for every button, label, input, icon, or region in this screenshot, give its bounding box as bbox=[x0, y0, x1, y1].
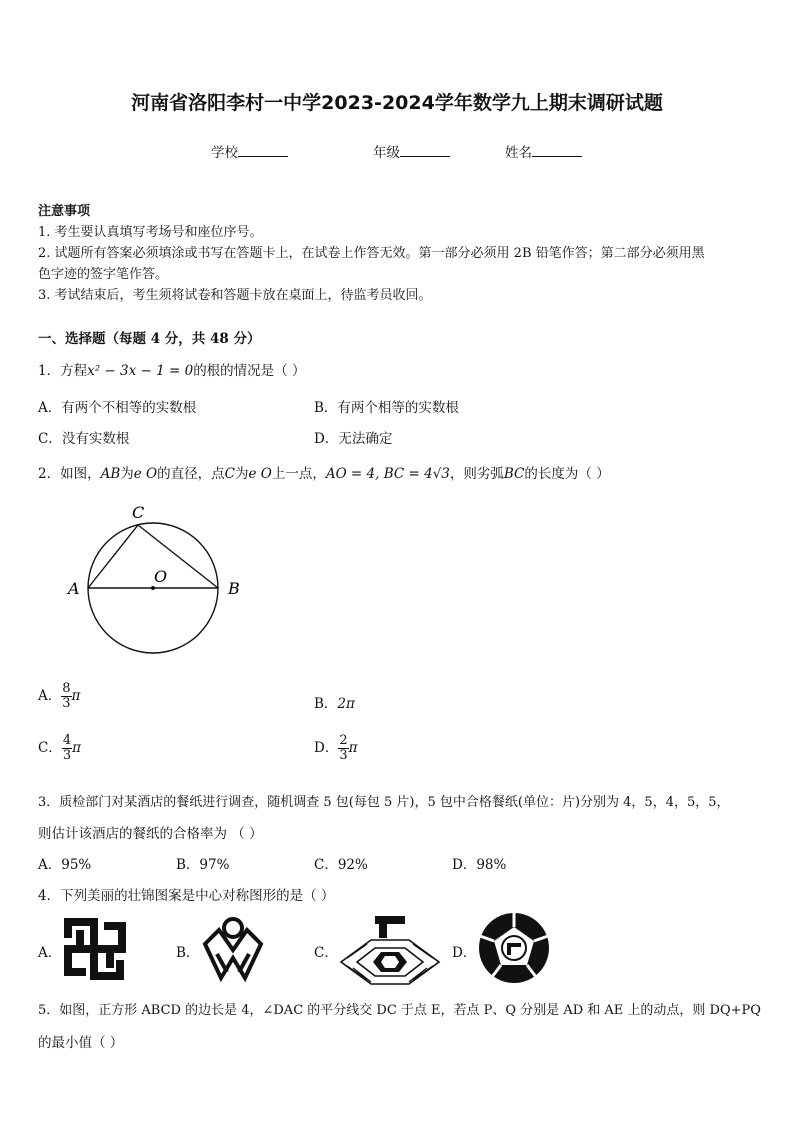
q4-pattern-c-icon bbox=[337, 910, 443, 986]
q3-option-a: A．95% bbox=[38, 857, 92, 873]
q3-option-b: B．97% bbox=[176, 857, 230, 873]
q3-line-1: 3．质检部门对某酒店的餐纸进行调查，随机调查 5 包(每包 5 片)，5 包中合格餐纸(单位：片)分别为 4，5，4，5，5， bbox=[38, 795, 730, 810]
label-o: O bbox=[154, 567, 168, 586]
section-heading: 一、选择题（每题 4 分，共 48 分） bbox=[38, 331, 261, 347]
q4-option-d-letter: D． bbox=[452, 945, 477, 961]
q2-text-b: 为 bbox=[120, 466, 134, 482]
q1-option-b: B．有两个相等的实数根 bbox=[314, 400, 459, 416]
q2-option-c-den: 3 bbox=[62, 748, 72, 763]
q5-line-1: 5．如图，正方形 ABCD 的边长是 4，∠DAC 的平分线交 DC 于点 E，若点 P、Q 分别是 AD 和 AE 上的动点，则 DQ+PQ bbox=[38, 1003, 761, 1018]
q2-ab: AB bbox=[100, 466, 121, 482]
q2-option-d-fraction bbox=[338, 734, 348, 763]
q1-option-a: A．有两个不相等的实数根 bbox=[38, 400, 197, 416]
q4-pattern-d-icon bbox=[477, 911, 551, 985]
page-title: 河南省洛阳李村一中学2023-2024学年数学九上期末调研试题 bbox=[131, 92, 663, 114]
q4-option-a-letter: A． bbox=[38, 945, 62, 961]
grade-label: 年级 bbox=[373, 145, 400, 161]
q2-option-a-letter: A． bbox=[38, 688, 62, 704]
q2-circle-o-2: e O bbox=[248, 466, 272, 482]
q1-option-c: C．没有实数根 bbox=[38, 431, 130, 447]
grade-field bbox=[373, 141, 450, 161]
note-item-2: 2. 试题所有答案必须填涂或书写在答题卡上，在试卷上作答无效。第一部分必须用 2B 铅笔作答；第二部分必须用黑 bbox=[38, 246, 705, 261]
q4-option-c-letter: C． bbox=[314, 945, 338, 961]
q5-line-2: 的最小值（ ） bbox=[38, 1035, 124, 1051]
q2-text-d: 为 bbox=[234, 466, 249, 482]
q4-pattern-a-icon bbox=[60, 916, 130, 982]
q1-prefix: 1．方程 bbox=[38, 363, 88, 379]
q2-arc-bc bbox=[504, 466, 525, 482]
q2-option-d-num: 2 bbox=[339, 733, 348, 748]
label-a: A bbox=[68, 579, 80, 598]
label-c: C bbox=[132, 503, 145, 522]
q2-option-b bbox=[314, 692, 355, 712]
q4-option-b-letter: B． bbox=[176, 945, 200, 961]
q2-option-c bbox=[38, 734, 81, 763]
school-blank bbox=[238, 142, 288, 157]
q2-option-a-pi: π bbox=[71, 688, 81, 704]
q2-option-c-num: 4 bbox=[62, 733, 72, 748]
q2-option-d-letter: D． bbox=[314, 740, 339, 756]
q2-given: AO = 4, BC = 4√3 bbox=[325, 466, 450, 482]
q2-option-b-letter: B． bbox=[314, 696, 338, 712]
q2-option-d bbox=[314, 734, 357, 763]
q4-pattern-b-icon bbox=[197, 914, 269, 984]
q2-text-g: 的长度为（ ） bbox=[524, 466, 610, 482]
label-b: B bbox=[228, 579, 240, 598]
q2-text-e: 上一点， bbox=[271, 466, 326, 482]
name-label: 姓名 bbox=[505, 145, 532, 161]
q2-option-c-letter: C． bbox=[38, 740, 62, 756]
q2-option-b-value: 2π bbox=[337, 696, 355, 712]
q2-option-a bbox=[38, 682, 80, 711]
center-dot bbox=[151, 586, 155, 590]
note-item-1: 1. 考生要认真填写考场号和座位序号。 bbox=[38, 225, 263, 240]
q2-option-a-fraction bbox=[61, 682, 71, 711]
question-1 bbox=[38, 359, 305, 379]
chord-cb bbox=[138, 525, 218, 588]
q1-equation: x² − 3x − 1 = 0 bbox=[87, 363, 194, 379]
name-blank bbox=[532, 142, 582, 157]
question-4: 4．下列美丽的壮锦图案是中心对称图形的是（ ） bbox=[38, 888, 335, 904]
q2-arc-label: BC bbox=[503, 466, 525, 482]
name-field bbox=[505, 141, 582, 161]
q2-option-d-pi: π bbox=[348, 740, 358, 756]
school-label: 学校 bbox=[211, 145, 238, 161]
notes-heading: 注意事项 bbox=[38, 204, 91, 219]
school-field bbox=[211, 141, 288, 161]
q2-circle-o: e O bbox=[133, 466, 158, 482]
q3-option-d: D．98% bbox=[452, 857, 507, 873]
q2-circle-figure bbox=[60, 498, 260, 673]
q2-option-a-num: 8 bbox=[62, 681, 71, 696]
q2-option-d-den: 3 bbox=[339, 748, 348, 763]
q1-suffix: 的根的情况是（ ） bbox=[193, 363, 306, 379]
q2-text-f: ，则劣弧 bbox=[449, 466, 504, 482]
q2-option-a-den: 3 bbox=[62, 696, 71, 711]
q3-option-c: C．92% bbox=[314, 857, 368, 873]
note-item-2-cont: 色字迹的签字笔作答。 bbox=[38, 267, 169, 282]
question-2 bbox=[38, 462, 610, 482]
q2-option-c-pi: π bbox=[72, 740, 81, 756]
q1-option-d: D．无法确定 bbox=[314, 431, 393, 447]
grade-blank bbox=[400, 142, 450, 157]
q2-option-c-fraction bbox=[62, 734, 72, 763]
q2-text-a: 2．如图， bbox=[38, 466, 101, 482]
q2-text-c: 的直径，点 bbox=[157, 466, 225, 482]
q3-line-2: 则估计该酒店的餐纸的合格率为 （ ） bbox=[38, 826, 263, 842]
q2-point-c: C bbox=[224, 466, 235, 482]
note-item-3: 3. 考试结束后，考生须将试卷和答题卡放在桌面上，待监考员收回。 bbox=[38, 288, 432, 303]
